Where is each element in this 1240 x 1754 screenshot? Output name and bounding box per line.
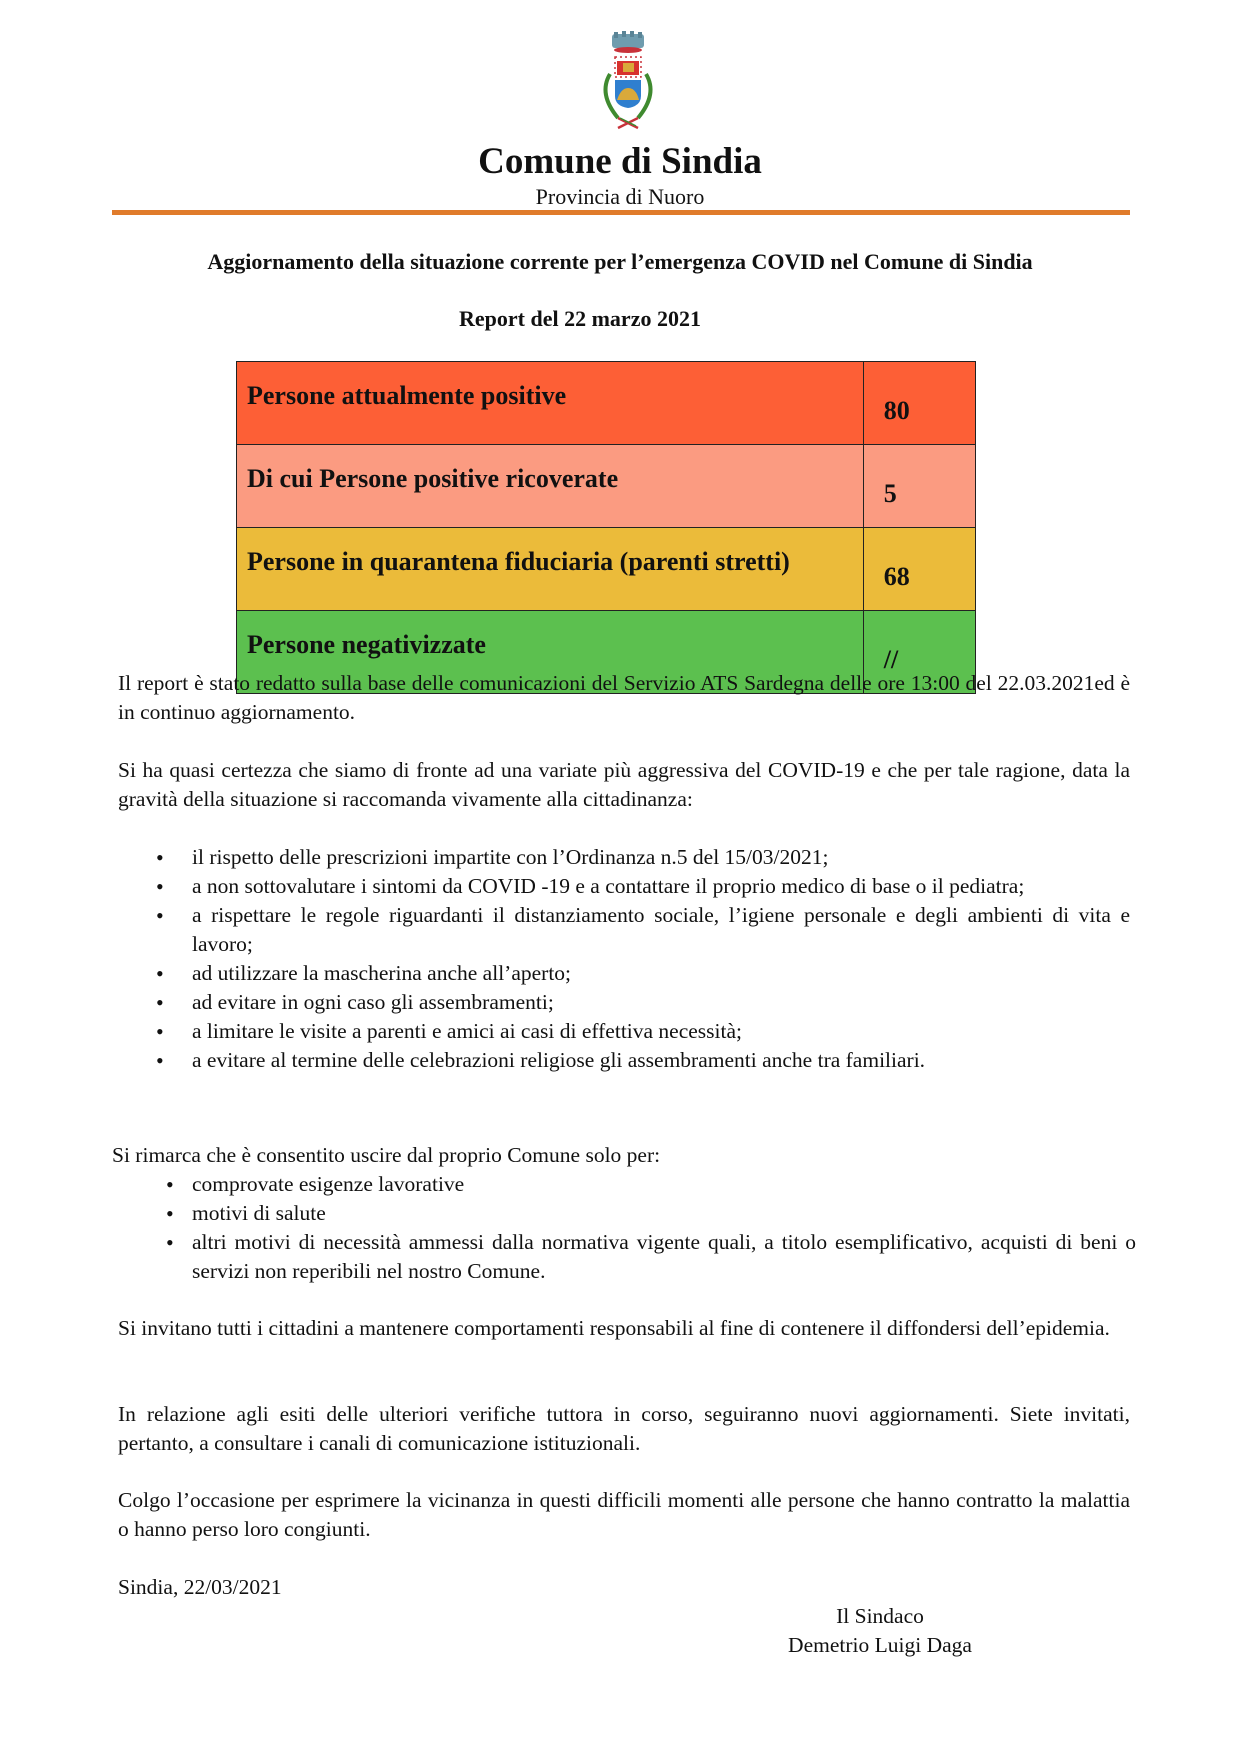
coat-of-arms-logo bbox=[588, 30, 668, 142]
stats-value: 68 bbox=[863, 528, 975, 611]
list-item bbox=[118, 843, 1130, 872]
list-item bbox=[118, 1046, 1130, 1075]
bullet-icon: • bbox=[166, 1230, 174, 1255]
covid-stats-table bbox=[236, 361, 976, 694]
report-date: Report del 22 marzo 2021 bbox=[459, 306, 701, 331]
paragraph-text: In relazione agli esiti delle ulteriori verifiche tuttora in corso, seguiranno nuovi aggiornamenti. Siete invitati, pertanto, a consultare i canali di comunicazione istituzionali. bbox=[118, 1402, 1130, 1455]
list-item bbox=[112, 1228, 1136, 1286]
list-item-text: ad evitare in ogni caso gli assembramenti; bbox=[192, 990, 554, 1014]
list-item bbox=[112, 1170, 1136, 1199]
bullet-icon: • bbox=[156, 990, 164, 1015]
list-item bbox=[112, 1199, 1136, 1228]
list-item bbox=[118, 901, 1130, 959]
recommendation-intro-paragraph bbox=[118, 756, 1130, 814]
list-item-text: a limitare le visite a parenti e amici ai casi di effettiva necessità; bbox=[192, 1019, 743, 1043]
condolence-paragraph bbox=[118, 1486, 1130, 1544]
stats-row-hospitalized bbox=[237, 445, 976, 528]
place-date: Sindia, 22/03/2021 bbox=[118, 1575, 282, 1599]
paragraph-text: Si invitano tutti i cittadini a mantenere comportamenti responsabili al fine di contenere il diffondersi dell’epidemia. bbox=[118, 1316, 1110, 1340]
signature-name: Demetrio Luigi Daga bbox=[788, 1633, 972, 1657]
list-item-text: a non sottovalutare i sintomi da COVID -19 e a contattare il proprio medico di base o il pediatra; bbox=[192, 874, 1025, 898]
stats-row-positive bbox=[237, 362, 976, 445]
stats-label: Di cui Persone positive ricoverate bbox=[237, 445, 864, 528]
stats-label: Persone in quarantena fiduciaria (parenti stretti) bbox=[237, 528, 864, 611]
paragraph-text: Si rimarca che è consentito uscire dal proprio Comune solo per: bbox=[112, 1143, 661, 1167]
stats-label: Persone negativizzate bbox=[237, 611, 864, 694]
stats-value: // bbox=[863, 611, 975, 694]
header-divider bbox=[112, 210, 1130, 215]
list-item-text: ad utilizzare la mascherina anche all’aperto; bbox=[192, 961, 572, 985]
updates-paragraph bbox=[118, 1400, 1130, 1458]
list-item bbox=[118, 872, 1130, 901]
list-item-text: a evitare al termine delle celebrazioni religiose gli assembramenti anche tra familiari. bbox=[192, 1048, 926, 1072]
stats-row-quarantine bbox=[237, 528, 976, 611]
allowed-reasons-list bbox=[112, 1170, 1136, 1286]
list-item bbox=[118, 988, 1130, 1017]
list-item-text: comprovate esigenze lavorative bbox=[192, 1172, 465, 1196]
province-subtitle: Provincia di Nuoro bbox=[535, 184, 705, 209]
signature-role: Il Sindaco bbox=[836, 1604, 924, 1628]
responsible-behavior-paragraph bbox=[118, 1314, 1130, 1343]
list-item bbox=[118, 1017, 1130, 1046]
stats-value: 80 bbox=[863, 362, 975, 445]
list-item-text: altri motivi di necessità ammessi dalla normativa vigente quali, a titolo esemplificativo, acquisti di beni o servizi non reperibili nel nostro Comune. bbox=[192, 1230, 1136, 1283]
document-heading: Aggiornamento della situazione corrente per l’emergenza COVID nel Comune di Sindia bbox=[207, 249, 1033, 274]
stats-label: Persone attualmente positive bbox=[237, 362, 864, 445]
stats-value: 5 bbox=[863, 445, 975, 528]
bullet-icon: • bbox=[156, 874, 164, 899]
list-item-text: motivi di salute bbox=[192, 1201, 326, 1225]
list-item bbox=[118, 959, 1130, 988]
allowed-exit-section bbox=[112, 1141, 1136, 1286]
coat-of-arms-icon bbox=[588, 30, 668, 142]
list-item-text: a rispettare le regole riguardanti il distanziamento sociale, l’igiene personale e degli ambienti di vita e lavoro; bbox=[192, 903, 1130, 956]
bullet-icon: • bbox=[166, 1201, 174, 1226]
recommendations-list bbox=[118, 843, 1130, 1075]
paragraph-text: Colgo l’occasione per esprimere la vicinanza in questi difficili momenti alle persone che hanno contratto la malattia o hanno perso loro congiunti. bbox=[118, 1488, 1130, 1541]
list-item-text: il rispetto delle prescrizioni impartite con l’Ordinanza n.5 del 15/03/2021; bbox=[192, 845, 829, 869]
paragraph-text: Si ha quasi certezza che siamo di fronte ad una variate più aggressiva del COVID-19 e che per tale ragione, data la gravità della situazione si raccomanda vivamente alla cittadinanza: bbox=[118, 758, 1130, 811]
paragraph-text: Il report è stato redatto sulla base delle comunicazioni del Servizio ATS Sardegna delle ore 13:00 del 22.03.2021ed è in continuo aggiornamento. bbox=[118, 671, 1130, 724]
bullet-icon: • bbox=[156, 961, 164, 986]
bullet-icon: • bbox=[156, 1048, 164, 1073]
recommendations-list-container bbox=[118, 843, 1130, 1075]
bullet-icon: • bbox=[156, 845, 164, 870]
bullet-icon: • bbox=[156, 903, 164, 928]
bullet-icon: • bbox=[156, 1019, 164, 1044]
report-source-paragraph bbox=[118, 669, 1130, 727]
municipality-title: Comune di Sindia bbox=[478, 141, 762, 182]
bullet-icon: • bbox=[166, 1172, 174, 1197]
